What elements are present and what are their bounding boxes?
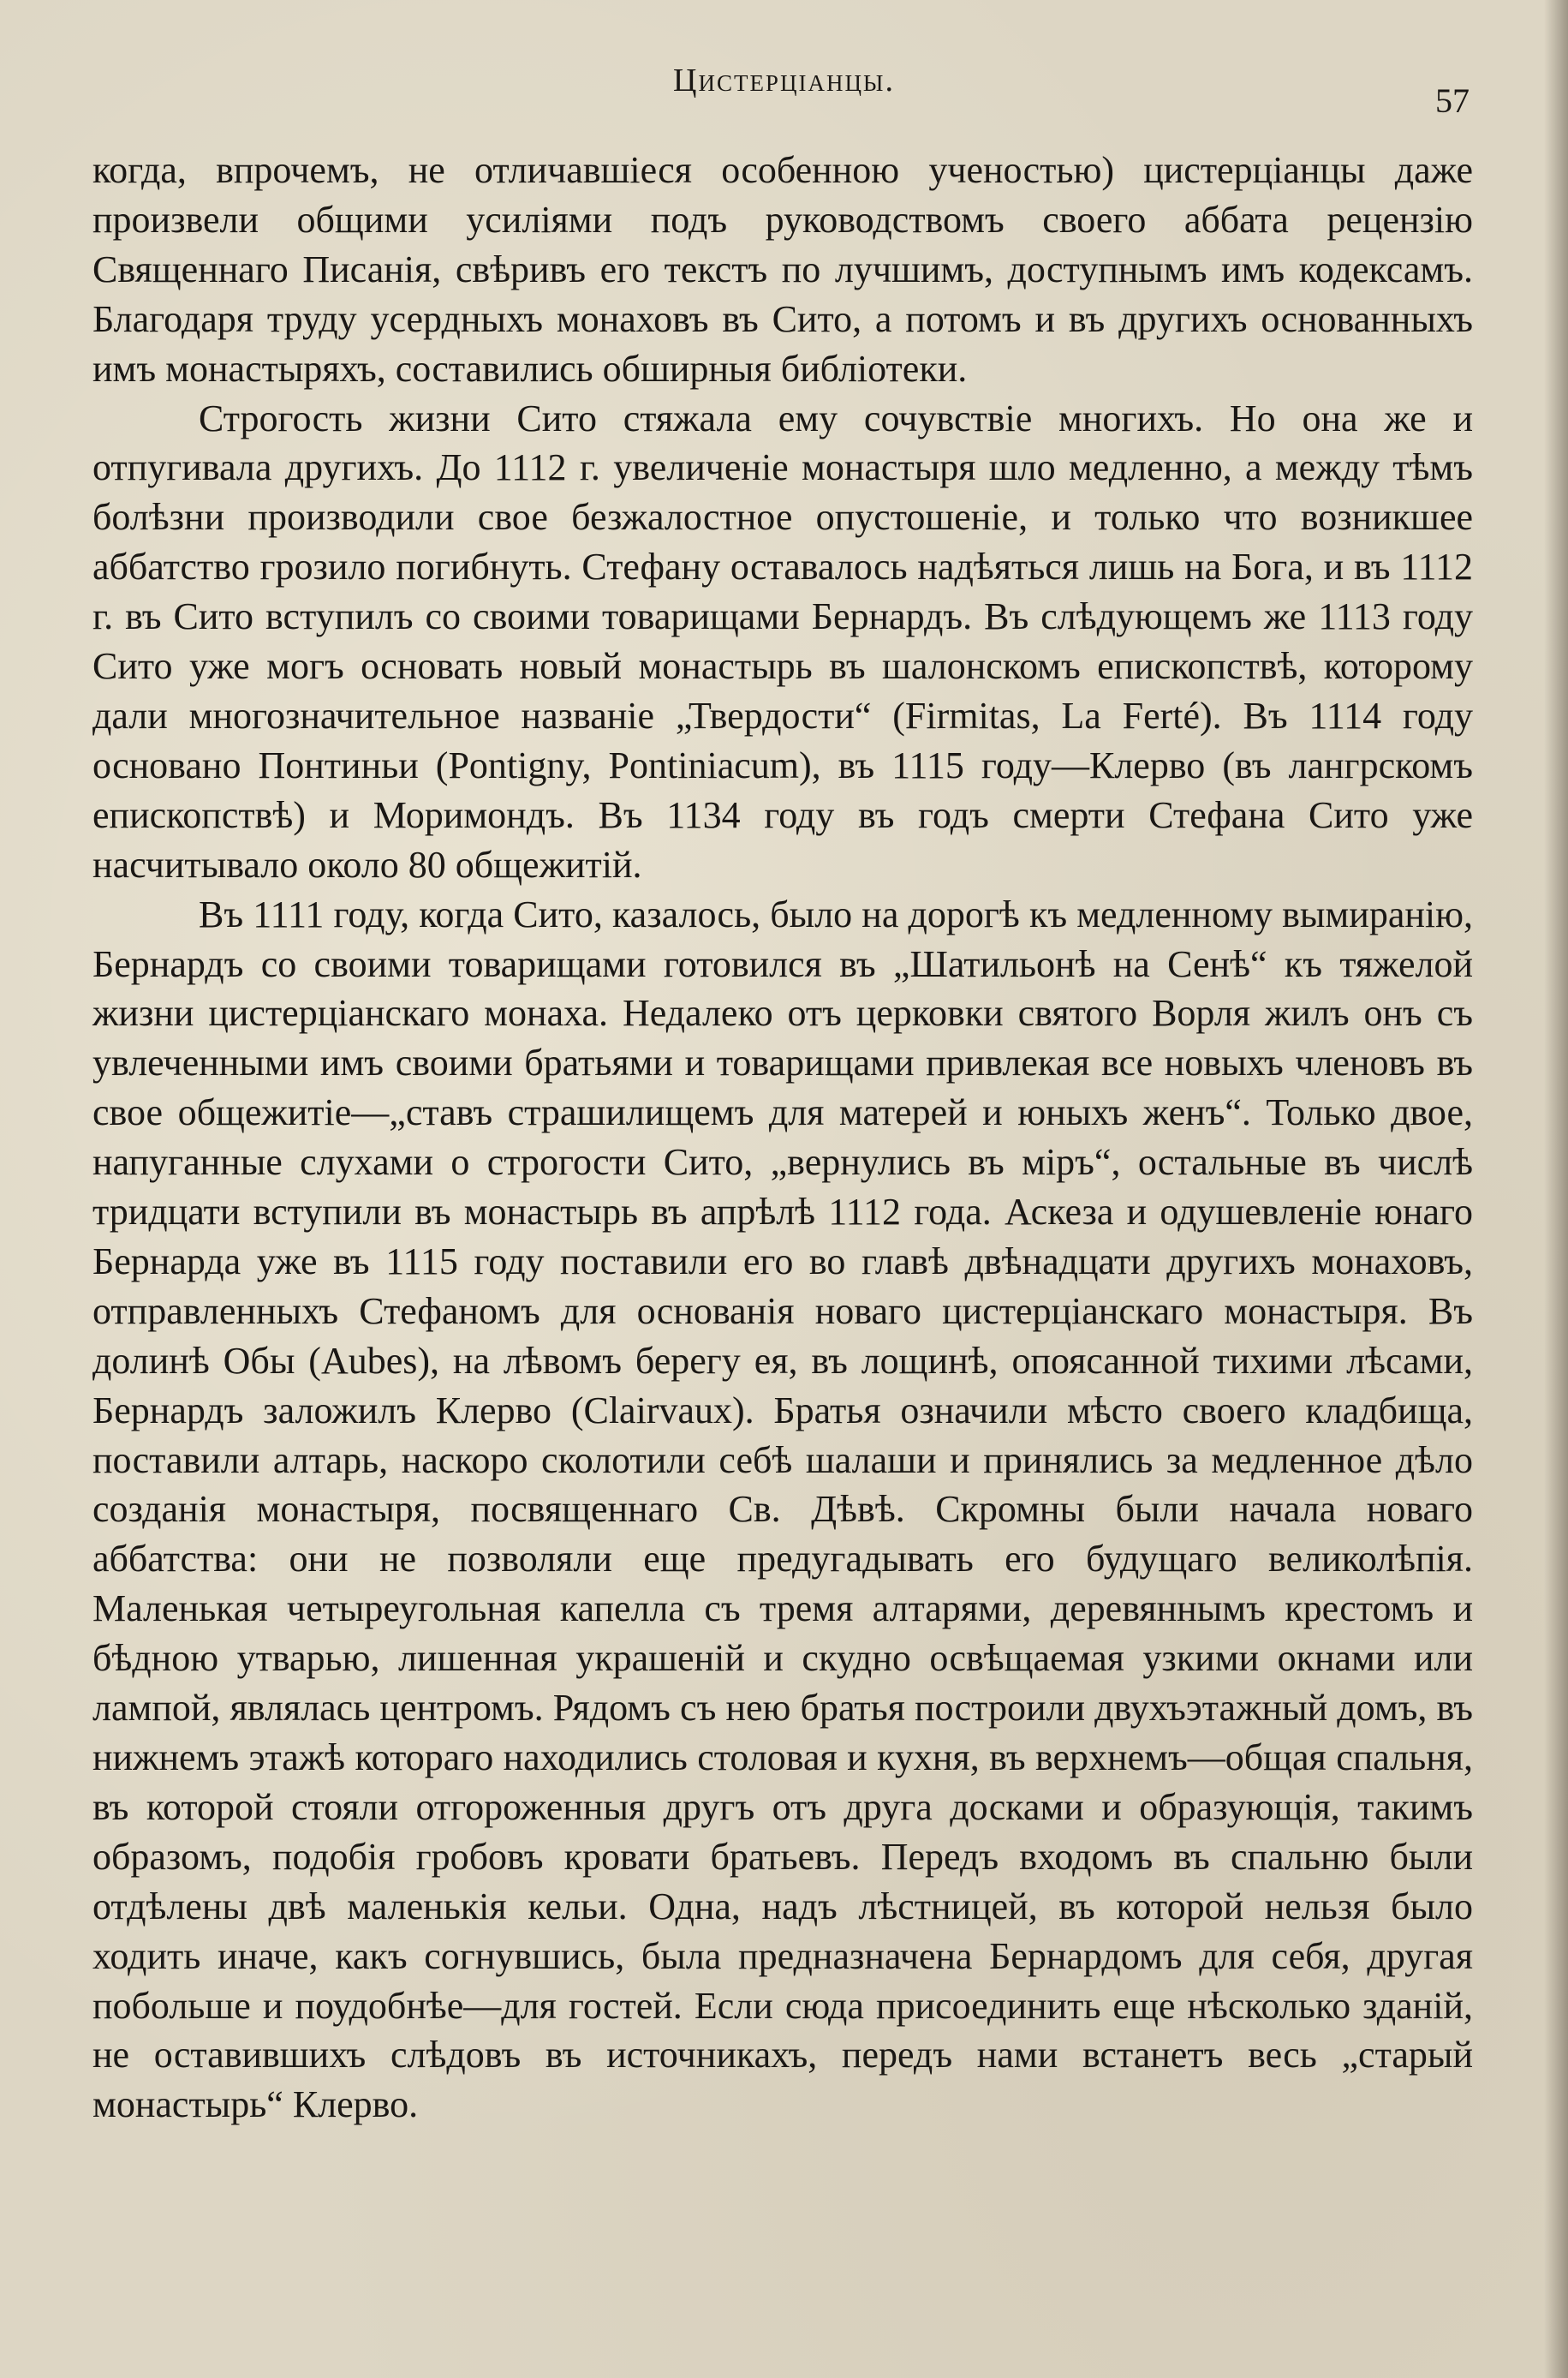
paragraph-strictness-of-citeaux: Строгость жизни Сито стяжала ему сочувствіе многихъ. Но она же и отпугивала другихъ. До 1112 г. увеличеніе монастыря шло медленно, а между тѣмъ болѣзни производили свое безжалостное опустошеніе, и только что возникшее аббатство грозило погибнуть. Стефану оставалось надѣяться лишь на Бога, и въ 1112 г. въ Сито вступилъ со своими товарищами Бернардъ. Въ слѣдующемъ же 1113 году Сито уже могъ основать новый монастырь въ шалонскомъ епископствѣ, которому дали многозначительное названіе „Твердости“ (Firmitas, La Ferté). Въ 1114 году основано Понтиньи (Pontigny, Pontiniacum), въ 1115 году—Клерво (въ лангрскомъ епископствѣ) и Моримондъ. Въ 1134 году въ годъ смерти Стефана Сито уже насчитывало около 80 общежитій. (92, 397, 1473, 886)
running-title: Цистерціанцы. (673, 63, 895, 99)
running-head (0, 62, 1568, 120)
body-text (92, 146, 1473, 2130)
paragraph-continued: когда, впрочемъ, не отличавшіеся особенною ученостью) цистерціанцы даже произвели общими усиліями подъ руководствомъ своего аббата рецензію Священнаго Писанія, свѣривъ его текстъ по лучшимъ, доступнымъ имъ кодексамъ. Благодаря труду усердныхъ монаховъ въ Сито, а потомъ и въ другихъ основанныхъ имъ монастыряхъ, составились обширныя библіотеки. (92, 149, 1473, 390)
paragraph-bernard-and-clairvaux: Въ 1111 году, когда Сито, казалось, было на дорогѣ къ медленному вымиранію, Бернардъ со своими товарищами готовился въ „Шатильонѣ на Сенѣ“ къ тяжелой жизни цистерціанскаго монаха. Недалеко отъ церковки святого Ворля жилъ онъ съ увлеченными имъ своими братьями и товарищами привлекая все новыхъ членовъ въ свое общежитіе—„ставъ страшилищемъ для матерей и юныхъ женъ“. Только двое, напуганные слухами о строгости Сито, „вернулись въ міръ“, остальные въ числѣ тридцати вступили въ монастырь въ апрѣлѣ 1112 года. Аскеза и одушевленіе юнаго Бернарда уже въ 1115 году поставили его во главѣ двѣнадцати другихъ монаховъ, отправленныхъ Стефаномъ для основанія новаго цистерціанскаго монастыря. Въ долинѣ Обы (Aubes), на лѣвомъ берегу ея, въ лощинѣ, опоясанной тихими лѣсами, Бернардъ заложилъ Клерво (Clairvaux). Братья означили мѣсто своего кладбища, поставили алтарь, наскоро сколотили себѣ шалаши и принялись за медленное дѣло созданія монастыря, посвященнаго Св. Дѣвѣ. Скромны были начала новаго аббатства: они не позволяли еще предугадывать его будущаго великолѣпія. Маленькая четыреугольная капелла съ тремя алтарями, деревяннымъ крестомъ и бѣдною утварью, лишенная украшеній и скудно освѣщаемая узкими окнами или лампой, являлась центромъ. Рядомъ съ нею братья построили двухъэтажный домъ, въ нижнемъ этажѣ котораго находились столовая и кухня, въ верхнемъ—общая спальня, въ которой стояли отгороженныя другъ отъ друга досками и образующія, такимъ образомъ, подобія гробовъ кровати братьевъ. Передъ входомъ въ спальню были отдѣлены двѣ маленькія кельи. Одна, надъ лѣстницей, въ которой нельзя было ходить иначе, какъ согнувшись, была предназначена Бернардомъ для себя, другая побольше и поудобнѣе—для гостей. Если сюда присоединить еще нѣсколько зданій, не оставившихъ слѣдовъ въ источникахъ, передъ нами встанетъ весь „старый монастырь“ Клерво. (92, 893, 1473, 2126)
page-number: 57 (1435, 81, 1470, 120)
